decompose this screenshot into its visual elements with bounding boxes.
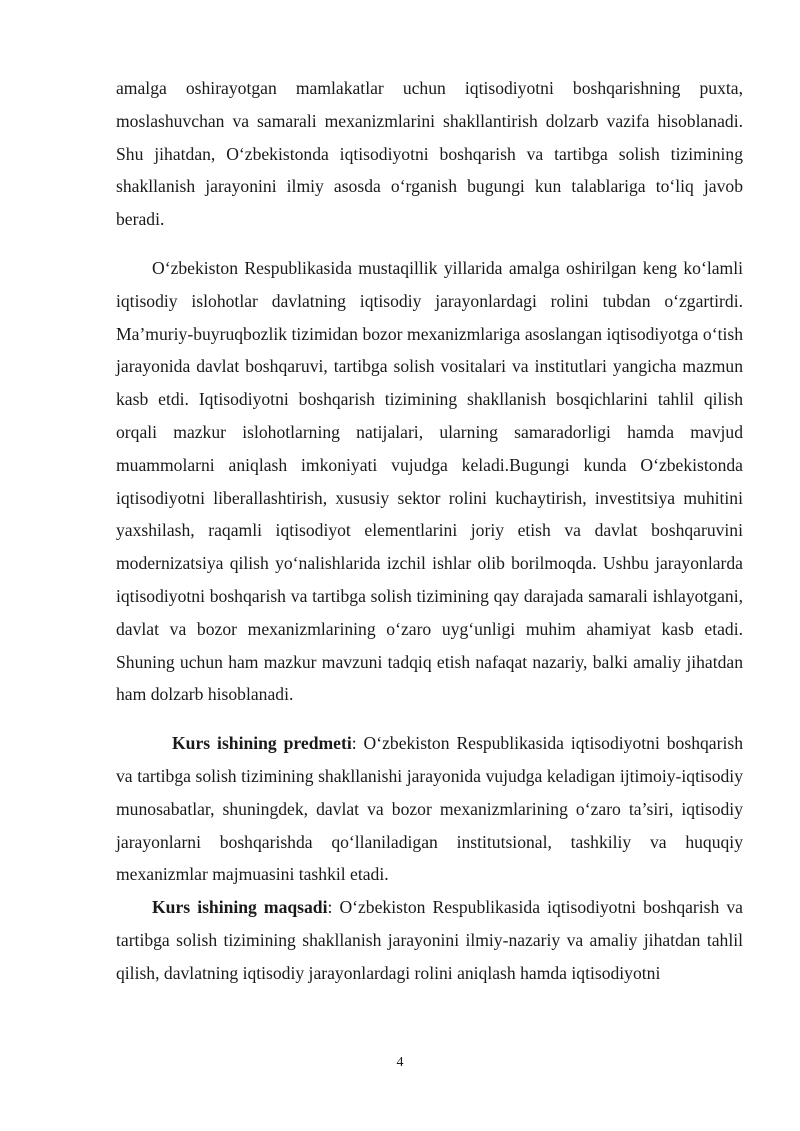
paragraph-subject [116, 727, 743, 891]
subject-text: : O‘zbekiston Respublikasida iqtisodiyotni boshqarish va tartibga solish tizimining shakllanishi jarayonida vujudga keladigan ijtimoiy-iqtisodiy munosabatlar, shuningdek, davlat va bozor mexanizmlarining o‘zaro ta’siri, iqtisodiy jarayonlarni boshqarishda qo‘llaniladigan institutsional, tashkiliy va huquqiy mexanizmlar majmuasini tashkil etadi. [116, 733, 743, 885]
subject-heading: Kurs ishining predmeti [172, 733, 352, 754]
document-body [116, 72, 743, 990]
paragraph-reforms: O‘zbekiston Respublikasida mustaqillik yillarida amalga oshirilgan keng ko‘lamli iqtisodiy islohotlar davlatning iqtisodiy jarayonlardagi rolini tubdan o‘zgartirdi. Ma’muriy-buyruqbozlik tizimidan bozor mexanizmlariga asoslangan iqtisodiyotga o‘tish jarayonida davlat boshqaruvi, tartibga solish vositalari va institutlari yangicha mazmun kasb etdi. Iqtisodiyotni boshqarish tizimining shakllanish bosqichlarini tahlil qilish orqali mazkur islohotlarning natijalari, ularning samaradorligi hamda mavjud muammolarni aniqlash imkoniyati vujudga keladi.Bugungi kunda O‘zbekistonda iqtisodiyotni liberallashtirish, xususiy sektor rolini kuchaytirish, investitsiya muhitini yaxshilash, raqamli iqtisodiyot elementlarini joriy etish va davlat boshqaruvini modernizatsiya qilish yo‘nalishlarida izchil ishlar olib borilmoqda. Ushbu jarayonlarda iqtisodiyotni boshqarish va tartibga solish tizimining qay darajada samarali ishlayotgani, davlat va bozor mexanizmlarining o‘zaro uyg‘unligi muhim ahamiyat kasb etadi. Shuning uchun ham mazkur mavzuni tadqiq etish nafaqat nazariy, balki amaliy jihatdan ham dolzarb hisoblanadi. [116, 257, 743, 705]
paragraph-goal [116, 891, 743, 989]
goal-text: : O‘zbekiston Respublikasida iqtisodiyotni boshqarish va tartibga solish tizimining shakllanish jarayonini ilmiy-nazariy va amaliy jihatdan tahlil qilish, davlatning iqtisodiy jarayonlardagi rolini aniqlash hamda iqtisodiyotni [116, 897, 743, 983]
page-number: 4 [396, 1055, 404, 1070]
goal-heading: Kurs ishining maqsadi [152, 897, 328, 918]
paragraph-continuation: amalga oshirayotgan mamlakatlar uchun iqtisodiyotni boshqarishning puxta, moslashuvchan va samarali mexanizmlarini shakllantirish dolzarb vazifa hisoblanadi. Shu jihatdan, O‘zbekistonda iqtisodiyotni boshqarish va tartibga solish tizimining shakllanish jarayonini ilmiy asosda o‘rganish bugungi kun talablariga to‘liq javob beradi. [116, 78, 743, 230]
